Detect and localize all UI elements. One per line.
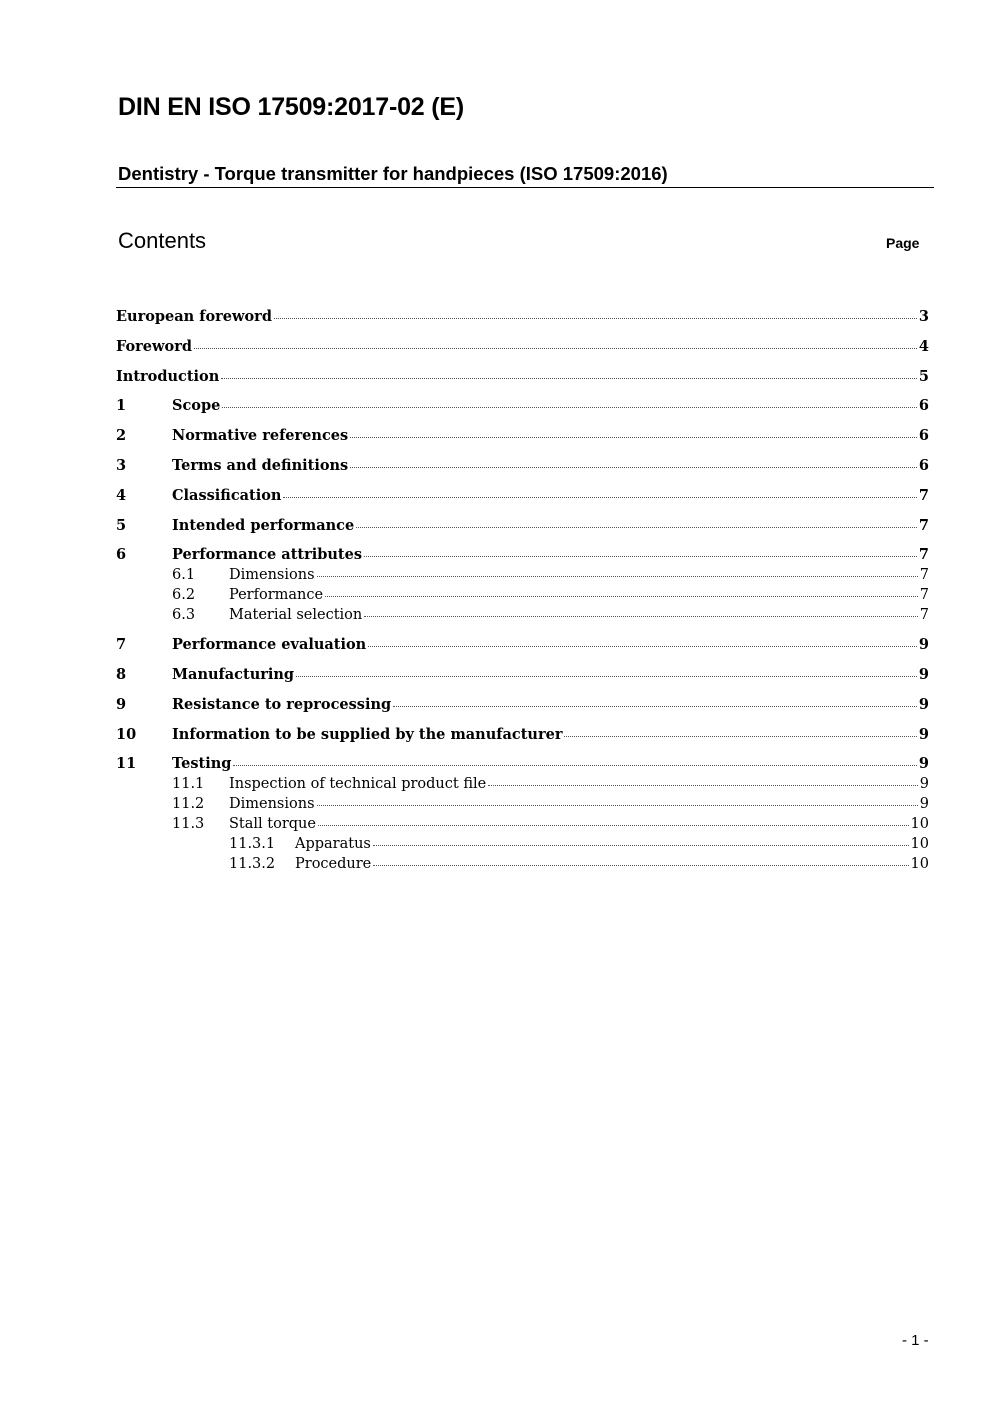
page-number: - 1 - — [902, 1332, 929, 1349]
toc-entry-number: 11.3.1 — [229, 836, 276, 853]
toc-entry-page: 7 — [918, 546, 929, 564]
document-title: DIN EN ISO 17509:2017-02 (E) — [118, 93, 464, 121]
toc-entry-label: Material selection — [229, 607, 363, 624]
toc-entry-performance-attributes[interactable] — [116, 545, 929, 565]
toc-entry-label: Stall torque — [229, 816, 316, 833]
dot-leader — [350, 467, 917, 468]
toc-entry-label: Performance attributes — [172, 546, 363, 564]
dot-leader — [233, 765, 917, 766]
dot-leader — [393, 706, 917, 707]
toc-entry-label: Performance evaluation — [172, 636, 367, 654]
toc-entry-page: 10 — [910, 836, 929, 853]
toc-entry-number: 6.2 — [172, 587, 196, 604]
toc-entry-number: 4 — [116, 486, 127, 504]
dot-leader — [488, 785, 918, 786]
toc-entry-label: Information to be supplied by the manufacturer — [172, 725, 563, 743]
toc-entry-foreword[interactable] — [116, 337, 929, 357]
dot-leader — [221, 378, 917, 379]
dot-leader — [325, 596, 918, 597]
toc-entry-number: 11.2 — [172, 796, 205, 813]
toc-entry-label: Foreword — [116, 337, 192, 355]
toc-entry-label: Manufacturing — [172, 665, 295, 683]
contents-heading: Contents — [118, 228, 207, 253]
toc-entry-label: Testing — [172, 755, 232, 773]
toc-entry-number: 6.1 — [172, 567, 196, 584]
toc-entry-performance-evaluation[interactable] — [116, 635, 929, 655]
toc-entry-page: 9 — [918, 695, 929, 713]
dot-leader — [368, 646, 917, 647]
toc-entry-number: 5 — [116, 516, 127, 534]
toc-entry-label: Introduction — [116, 367, 220, 385]
toc-entry-resistance-to-reprocessing[interactable] — [116, 695, 929, 715]
toc-entry-label: Inspection of technical product file — [229, 776, 487, 793]
toc-entry-page: 7 — [919, 587, 929, 604]
toc-entry-page: 7 — [918, 516, 929, 534]
toc-entry-european-foreword[interactable] — [116, 307, 929, 327]
toc-entry-label: Classification — [172, 486, 282, 504]
dot-leader — [364, 616, 918, 617]
toc-entry-number: 3 — [116, 456, 127, 474]
dot-leader — [283, 497, 916, 498]
toc-entry-label: Resistance to reprocessing — [172, 695, 392, 713]
toc-entry-label: Dimensions — [229, 796, 315, 813]
toc-entry-classification[interactable] — [116, 486, 929, 506]
toc-entry-page: 9 — [918, 725, 929, 743]
dot-leader — [350, 437, 917, 438]
toc-entry-page: 7 — [918, 486, 929, 504]
toc-entry-material-selection[interactable] — [116, 605, 929, 625]
toc-entry-number: 11.1 — [172, 776, 205, 793]
toc-entry-label: Terms and definitions — [172, 456, 349, 474]
toc-entry-label: European foreword — [116, 308, 272, 325]
table-of-contents — [116, 307, 929, 874]
toc-entry-page: 7 — [919, 607, 929, 624]
toc-entry-stall-torque[interactable] — [116, 814, 929, 834]
dot-leader — [364, 556, 917, 557]
toc-entry-label: Intended performance — [172, 516, 355, 534]
dot-leader — [317, 805, 918, 806]
toc-entry-page: 3 — [918, 308, 929, 325]
dot-leader — [296, 676, 917, 677]
toc-entry-normative-references[interactable] — [116, 426, 929, 446]
header-rule — [116, 187, 934, 188]
toc-entry-number: 2 — [116, 427, 127, 445]
toc-entry-introduction[interactable] — [116, 367, 929, 387]
toc-entry-page: 9 — [919, 776, 929, 793]
toc-entry-label: Dimensions — [229, 567, 315, 584]
document-subtitle: Dentistry - Torque transmitter for handpieces (ISO 17509:2016) — [118, 163, 668, 184]
toc-entry-page: 10 — [910, 856, 929, 873]
toc-entry-page: 9 — [918, 636, 929, 654]
toc-entry-page: 4 — [918, 337, 929, 355]
toc-entry-intended-performance[interactable] — [116, 516, 929, 536]
toc-entry-label: Apparatus — [295, 836, 371, 853]
toc-entry-number: 11.3.2 — [229, 856, 276, 873]
toc-entry-apparatus[interactable] — [116, 834, 929, 854]
toc-entry-number: 6 — [116, 546, 127, 564]
dot-leader — [564, 736, 916, 737]
toc-entry-dimensions[interactable] — [116, 565, 929, 585]
toc-entry-page: 9 — [919, 796, 929, 813]
toc-entry-terms-and-definitions[interactable] — [116, 456, 929, 476]
toc-entry-number: 6.3 — [172, 607, 196, 624]
toc-entry-number: 1 — [116, 397, 127, 415]
toc-entry-number: 10 — [116, 725, 137, 743]
dot-leader — [373, 865, 908, 866]
toc-entry-number: 7 — [116, 636, 127, 654]
toc-entry-page: 6 — [918, 427, 929, 445]
toc-entry-label: Normative references — [172, 427, 349, 445]
toc-entry-performance[interactable] — [116, 585, 929, 605]
dot-leader — [318, 825, 909, 826]
toc-entry-number: 11.3 — [172, 816, 205, 833]
toc-entry-page: 5 — [918, 367, 929, 385]
toc-entry-page: 9 — [918, 755, 929, 773]
toc-entry-number: 8 — [116, 665, 127, 683]
dot-leader — [222, 407, 917, 408]
toc-entry-information-supplied[interactable] — [116, 725, 929, 745]
toc-entry-page: 10 — [910, 816, 929, 833]
toc-entry-procedure[interactable] — [116, 854, 929, 874]
toc-entry-manufacturing[interactable] — [116, 665, 929, 685]
toc-entry-label: Procedure — [295, 856, 372, 873]
toc-entry-page: 9 — [918, 665, 929, 683]
dot-leader — [194, 348, 917, 349]
dot-leader — [373, 845, 909, 846]
toc-entry-number: 11 — [116, 755, 137, 773]
toc-entry-page: 6 — [918, 456, 929, 474]
dot-leader — [356, 527, 917, 528]
toc-entry-number: 9 — [116, 695, 127, 713]
page-column-heading: Page — [886, 235, 920, 251]
toc-entry-scope[interactable] — [116, 396, 929, 416]
dot-leader — [274, 318, 917, 319]
toc-entry-testing[interactable] — [116, 754, 929, 774]
toc-entry-inspection-technical-file[interactable] — [116, 774, 929, 794]
dot-leader — [317, 576, 918, 577]
toc-entry-label: Performance — [229, 587, 324, 604]
toc-entry-testing-dimensions[interactable] — [116, 794, 929, 814]
toc-entry-label: Scope — [172, 397, 221, 415]
toc-entry-page: 6 — [918, 397, 929, 415]
toc-entry-page: 7 — [919, 567, 929, 584]
